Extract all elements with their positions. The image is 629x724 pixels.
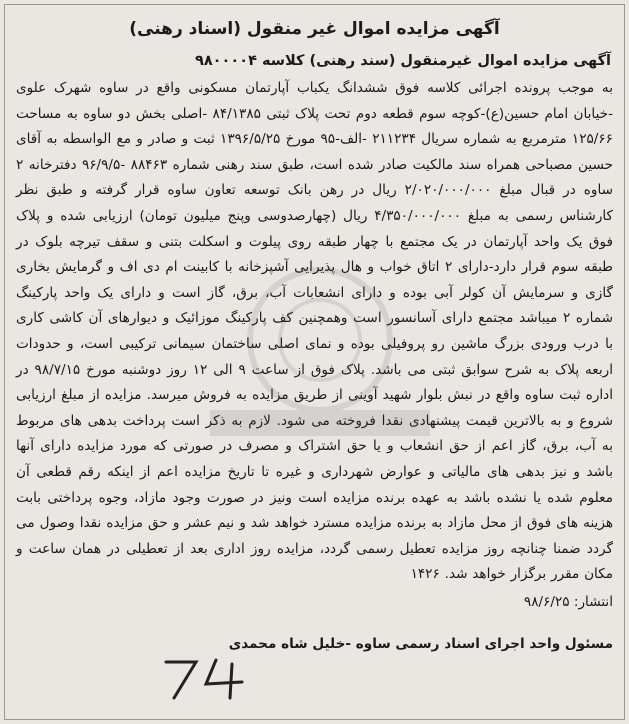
- notice-body: به موجب پرونده اجرائی کلاسه فوق ششدانگ یکباب آپارتمان مسکونی واقع در ساوه شهرک علوی -خیابان امام حسین(ع)-کوچه سوم قطعه دوم تحت پلاک ثبتی ۸۴/۱۳۸۵ -اصلی بخش دو ساوه به مساحت ۱۲۵/۶۶ مترمربع به شماره سریال ۲۱۱۲۳۴ -الف-۹۵ مورخ ۱۳۹۶/۵/۲۵ ثبت و صادر و مع الواسطه به آقای حسین مصباحی همراه سند مالکیت صادر شده است، طبق سند رهنی شماره ۸۸۴۶۳ -۹۶/۹/۵ دفترخانه ۲ ساوه در قبال مبلغ ۲/۰۲۰/۰۰۰/۰۰۰ ریال در رهن بانک توسعه تعاون ساوه قرار گرفته و طبق نظر کارشناس رسمی به مبلغ ۴/۳۵۰/۰۰۰/۰۰۰ ریال (چهارصدوسی وپنج میلیون تومان) ارزیابی شده و پلاک فوق یک واحد آپارتمان در یک مجتمع با چهار طبقه روی پیلوت و اسکلت بتنی و سقف تیرچه بلوک در طبقه سوم قرار دارد-دارای ۲ اتاق خواب و هال پذیرایی آشپزخانه با کابینت ام دی اف و گرمایش بخاری گازی و سرمایش آن کولر آبی بوده و دارای انشعابات آب، برق، گاز است و دارای یک واحد پارکینگ شماره ۲ میباشد مجتمع دارای آسانسور است وهمچنین کف پارکینگ موزائیک و دیوارهای آن کاشی کاری با درب ورودی بزرگ ماشین رو پروفیلی بوده و نمای اصلی ساختمان سیمانی ترکیبی است، و حدودات اربعه پلاک به شرح سوابق ثبتی می باشد. پلاک فوق از ساعت ۹ الی ۱۲ روز دوشنبه مورخ ۹۸/۷/۱۵ در اداره ثبت ساوه واقع در نبش بلوار شهید آوینی از طریق مزایده به فروش میرسد. مزایده از مبلغ ارزیابی شروع و به بالاترین قیمت پیشنهادی نقدا فروخته می شود. لازم به ذکر است پرداخت بدهی های مربوط به آب، برق، گاز اعم از حق انشعاب و یا حق اشتراک و مصرف در صورتی که مورد مزایده دارای آنها باشد و نیز بدهی های مالیاتی و عوارض شهرداری و غیره تا تاریخ مزایده اعم از اینکه رقم قطعی آن معلوم شده یا نشده باشد به عهده برنده مزایده است ونیز در صورت وجود مازاد، وجوه پرداختی بابت هزینه های فوق از محل مازاد به برنده مزایده مسترد خواهد شد و نیم عشر و حق مزایده نقدا وصول می گردد ضمنا چنانچه روز مزایده تعطیل رسمی گردد، مزایده روز اداری بعد از تعطیلی در همان ساعت و مکان مقرر برگزار خواهد شد. ۱۴۲۶: [16, 80, 614, 583]
- notice-border: [4, 4, 625, 720]
- notice-subtitle: آگهی مزایده اموال غیرمنقول (سند رهنی) کلاسه ۹۸۰۰۰۰۴: [194, 53, 611, 69]
- notice-title: آگهی مزایده اموال غیر منقول (اسناد رهنی): [129, 19, 500, 39]
- signature-line: مسئول واحد اجرای اسناد رسمی ساوه -خلیل شاه محمدی: [228, 635, 613, 652]
- publish-date: انتشار: ۹۸/۶/۲۵: [523, 593, 613, 610]
- handwritten-number: [150, 652, 260, 704]
